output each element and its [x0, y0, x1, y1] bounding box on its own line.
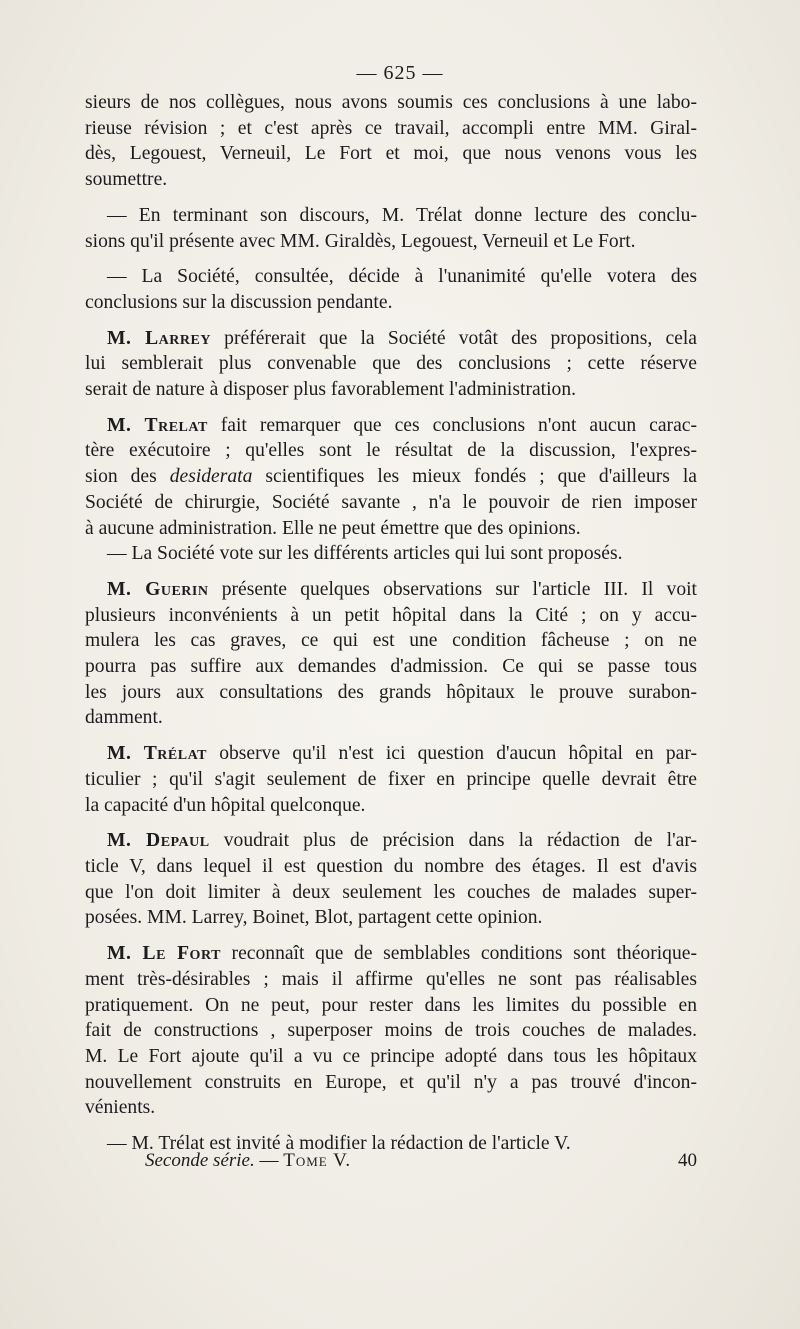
- text-line: [85, 628, 697, 654]
- text-line: [85, 880, 697, 906]
- footer-tome: Tome V.: [283, 1150, 352, 1171]
- paragraph: [85, 90, 697, 193]
- paragraph-gap: [85, 403, 697, 413]
- line-text: ticulier ; qu'il s'agit seulement de fixer en principe quelle devrait être: [85, 768, 697, 790]
- line-text: — En terminant son discours, M. Trélat donne lecture des conclu-: [107, 204, 697, 226]
- text-line: [85, 229, 697, 255]
- paragraph: [85, 941, 697, 1121]
- text-line: [85, 967, 697, 993]
- text-line: [85, 116, 697, 142]
- text-line: [85, 377, 697, 403]
- line-text: lui semblerait plus convenable que des conclusions ; cette réserve: [85, 353, 697, 375]
- line-text: soumettre.: [85, 169, 168, 191]
- text-line: [85, 905, 697, 931]
- text-line: [85, 705, 697, 731]
- footer-series-volume: [85, 1150, 351, 1172]
- line-text: rieuse révision ; et c'est après ce travail, accompli entre MM. Giral-: [85, 117, 697, 139]
- line-text: que l'on doit limiter à deux seulement les couches de malades super-: [85, 881, 697, 903]
- line-text: préférerait que la Société votât des propositions, cela: [210, 327, 698, 349]
- line-text: mulera les cas graves, ce qui est une condition fâcheuse ; on ne: [85, 630, 697, 652]
- footer-signature: 40: [678, 1150, 697, 1171]
- text-line: [85, 941, 697, 967]
- line-text: plusieurs inconvénients à un petit hôpital dans la Cité ; on y accu-: [85, 604, 697, 626]
- line-text: — La Société, consultée, décide à l'unanimité qu'elle votera des: [107, 266, 697, 288]
- line-text: reconnaît que de semblables conditions sont théorique-: [220, 943, 697, 965]
- line-text: conclusions sur la discussion pendante.: [85, 291, 393, 313]
- paragraph: [85, 203, 697, 254]
- text-line: [85, 541, 697, 567]
- line-text: posées. MM. Larrey, Boinet, Blot, partagent cette opinion.: [85, 907, 543, 929]
- text-line: [85, 1018, 697, 1044]
- paragraph: [85, 413, 697, 567]
- paragraph-gap: [85, 818, 697, 828]
- line-text: observe qu'il n'est ici question d'aucun hôpital en par-: [207, 743, 698, 765]
- text-line: [85, 1044, 697, 1070]
- line-text: ticle V, dans lequel il est question du nombre des étages. Il est d'avis: [85, 855, 697, 877]
- text-line: [85, 490, 697, 516]
- line-text: pourra pas suffire aux demandes d'admission. Ce qui se passe tous: [85, 656, 697, 678]
- text-line: [85, 264, 697, 290]
- text-line: [85, 516, 697, 542]
- speaker-name: M. Le Fort: [107, 943, 221, 965]
- text-line: [85, 464, 697, 490]
- line-text: — La Société vote sur les différents articles qui lui sont proposés.: [107, 543, 623, 565]
- line-text: serait de nature à disposer plus favorablement l'administration.: [85, 379, 577, 401]
- line-text: les jours aux consultations des grands hôpitaux le prouve surabon-: [85, 681, 697, 703]
- line-text: scientifiques les mieux fondés ; que d'ailleurs la: [252, 466, 697, 488]
- speaker-name: M. Depaul: [107, 830, 210, 852]
- text-line: [85, 577, 697, 603]
- speaker-name: M. Trélat: [107, 743, 208, 765]
- line-text: Société de chirurgie, Société savante , n'a le pouvoir de rien imposer: [85, 491, 697, 513]
- line-text: à aucune administration. Elle ne peut émettre que des opinions.: [85, 517, 581, 539]
- text-line: [85, 654, 697, 680]
- text-line: [85, 90, 697, 116]
- speaker-name: M. Trelat: [107, 414, 208, 436]
- paragraph: [85, 828, 697, 931]
- paragraph-gap: [85, 254, 697, 264]
- line-text: présente quelques observations sur l'article III. Il voit: [208, 578, 697, 600]
- text-line: [85, 1095, 697, 1121]
- paragraph-gap: [85, 193, 697, 203]
- text-line: [85, 203, 697, 229]
- speaker-name: M. Guerin: [107, 578, 209, 600]
- text-body: [85, 90, 697, 1157]
- line-text: vénients.: [85, 1097, 156, 1119]
- paragraph: [85, 264, 697, 315]
- paragraph-gap: [85, 731, 697, 741]
- text-line: [85, 141, 697, 167]
- text-line: [85, 993, 697, 1019]
- text-line: [85, 167, 697, 193]
- line-text: tère exécutoire ; qu'elles sont le résultat de la discussion, l'expres-: [85, 440, 697, 462]
- footer-series: Seconde série.: [145, 1150, 255, 1171]
- line-text: sions qu'il présente avec MM. Giraldès, Legouest, Verneuil et Le Fort.: [85, 230, 636, 252]
- text-line: [85, 438, 697, 464]
- text-line: [85, 351, 697, 377]
- line-text: fait de constructions , superposer moins de trois couches de malades.: [85, 1020, 697, 1042]
- page-footer: [85, 1150, 697, 1172]
- line-text-before: sion des: [85, 466, 170, 488]
- text-line: [85, 1070, 697, 1096]
- text-line: [85, 680, 697, 706]
- text-line: [85, 741, 697, 767]
- line-text: fait remarquer que ces conclusions n'ont aucun carac-: [207, 414, 697, 436]
- paragraph-gap: [85, 931, 697, 941]
- line-text: ment très-désirables ; mais il affirme qu'elles ne sont pas réalisables: [85, 968, 697, 990]
- line-text: pratiquement. On ne peut, pour rester dans les limites du possible en: [85, 994, 697, 1016]
- text-line: [85, 854, 697, 880]
- line-text: la capacité d'un hôpital quelconque.: [85, 794, 366, 816]
- text-line: [85, 828, 697, 854]
- line-text: sieurs de nos collègues, nous avons soumis ces conclusions à une labo-: [85, 92, 697, 113]
- text-line: [85, 767, 697, 793]
- line-text: voudrait plus de précision dans la rédaction de l'ar-: [209, 830, 697, 852]
- paragraph-gap: [85, 316, 697, 326]
- footer-dash: —: [254, 1150, 284, 1171]
- text-line: [85, 603, 697, 629]
- speaker-name: M. Larrey: [107, 327, 211, 349]
- line-text: dès, Legouest, Verneuil, Le Fort et moi, que nous venons vous les: [85, 143, 697, 165]
- line-text: nouvellement construits en Europe, et qu'il n'y a pas trouvé d'incon-: [85, 1071, 697, 1093]
- text-line: [85, 326, 697, 352]
- paragraph: [85, 741, 697, 818]
- line-text: damment.: [85, 707, 163, 729]
- text-line: [85, 413, 697, 439]
- italic-term: desiderata: [169, 466, 253, 488]
- paragraph-gap: [85, 1121, 697, 1131]
- text-line: [85, 793, 697, 819]
- paragraph: [85, 326, 697, 403]
- page-number: — 625 —: [356, 62, 444, 84]
- text-line: [85, 290, 697, 316]
- line-text: M. Le Fort ajoute qu'il a vu ce principe adopté dans tous les hôpitaux: [85, 1045, 697, 1067]
- paragraph-gap: [85, 567, 697, 577]
- paragraph: [85, 577, 697, 731]
- line-text: — M. Trélat est invité à modifier la rédaction de l'article V.: [107, 1133, 571, 1155]
